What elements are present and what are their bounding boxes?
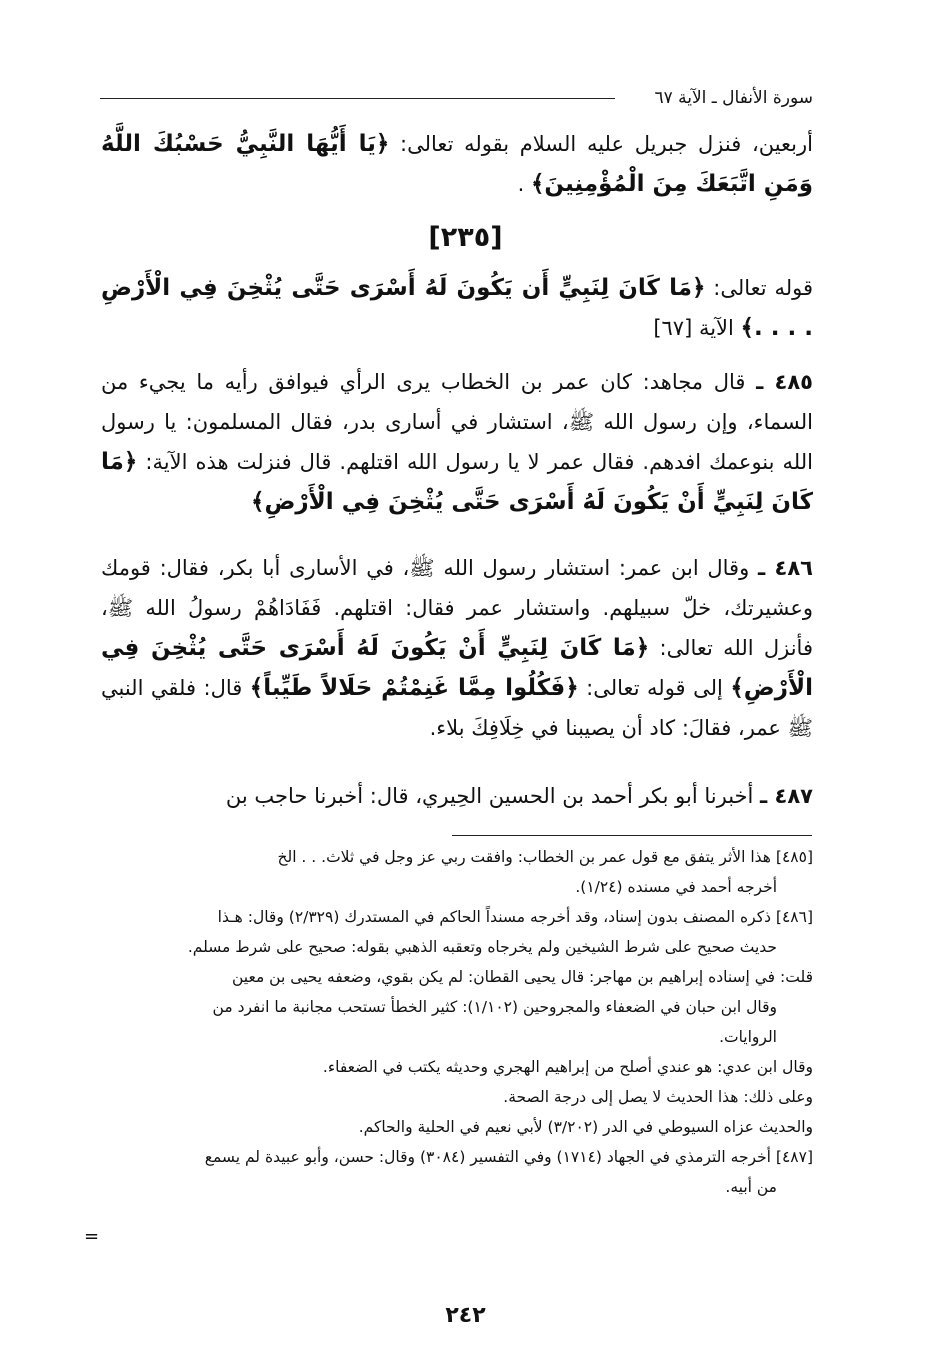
footnote-line: الروايات. (719, 1028, 777, 1046)
footnote-line: حديث صحيح على شرط الشيخين ولم يخرجاه وتعقبه الذهبي بقوله: صحيح على شرط مسلم. (187, 938, 777, 956)
hadith-text: وقال ابن عمر: استشار رسول الله ﷺ، في الأسارى أبا بكر، فقال: قومك وعشيرتك، خلّ سبيلهم. واستشار عمر فقال: اقتلهم. فَفَادَاهُمْ رسولُ الله ﷺ، فأنزل الله تعالى: (101, 556, 813, 660)
hadith-text: أخبرنا أبو بكر أحمد بن الحسين الحِيري، قال: أخبرنا حاجب بن (225, 784, 761, 808)
footnote-line: وقال ابن حبان في الضعفاء والمجروحين (١/١٠٢): كثير الخطأ تستحب مجانبة ما انفرد من (212, 998, 777, 1016)
verse-intro-paragraph (101, 268, 813, 348)
footnote-line: [٤٨٧] أخرجه الترمذي في الجهاد (١٧١٤) وفي التفسير (٣٠٨٤) وقال: حسن، وأبو عبيدة لم يسمع (204, 1148, 813, 1166)
footnote-line: وعلى ذلك: هذا الحديث لا يصل إلى درجة الصحة. (503, 1088, 813, 1106)
hadith-text-mid: إلى قوله تعالى: (578, 676, 731, 700)
footnote-line: من أبيه. (725, 1178, 777, 1196)
footnote-line: والحديث عزاه السيوطي في الدر (٣/٢٠٢) لأبي نعيم في الحلية والحاكم. (358, 1118, 813, 1136)
verse-ref: الآية [٦٧] (653, 316, 741, 340)
intro-end: . (517, 172, 531, 196)
footnote-line: [٤٨٦] ذكره المصنف بدون إسناد، وقد أخرجه مسنداً الحاكم في المستدرك (٢/٣٢٩) وقال: هـذا (217, 908, 813, 926)
footnote-line: أخرجه أحمد في مسنده (١/٢٤). (575, 878, 777, 896)
footnote-rule (452, 835, 812, 836)
page-number: ٢٤٢ (445, 1303, 486, 1328)
header-rule (100, 98, 615, 99)
footnote-line: قلت: في إسناده إبراهيم بن مهاجر: قال يحيى القطان: لم يكن بقوي، وضعفه يحيى بن معين (231, 968, 813, 986)
quran-verse: ﴿مَا كَانَ لِنَبِيٍّ أَن يَكُونَ لَهُ أَسْرَى حَتَّى يُثْخِنَ فِي الْأَرْضِ . . . .﴾ (101, 275, 813, 341)
quran-verse: ﴿مَا كَانَ لِنَبِيٍّ أَنْ يَكُونَ لَهُ أَسْرَى حَتَّى يُثْخِنَ فِي الْأَرْضِ﴾ (101, 635, 813, 701)
footnote-line: وقال ابن عدي: هو عندي أصلح من إبراهيم الهجري وحديثه يكتب في الضعفاء. (322, 1058, 813, 1076)
verse-intro-text: قوله تعالى: (705, 276, 813, 300)
footnote-line: [٤٨٥] هذا الأثر يتفق مع قول عمر بن الخطاب: وافقت ربي عز وجل في ثلاث. . . الخ (277, 848, 813, 866)
hadith-text-end: قال: فلقي النبي ﷺ عمر، فقالَ: كاد أن يصيبنا في خِلَافِكَ بلاء. (101, 676, 813, 740)
intro-text: أربعين، فنزل جبريل عليه السلام بقوله تعالى: (389, 132, 813, 156)
hadith-number: ٤٨٧ ـ (760, 784, 813, 808)
hadith-number: ٤٨٥ ـ (756, 370, 813, 394)
quran-verse: ﴿مَا كَانَ لِنَبِيٍّ أَنْ يَكُونَ لَهُ أَسْرَى حَتَّى يُثْخِنَ فِي الْأَرْضِ﴾ (101, 449, 813, 515)
continuation-mark: = (84, 1226, 100, 1247)
running-title: سورة الأنفال ـ الآية ٦٧ (654, 88, 813, 108)
quran-verse: ﴿يَا أَيُّهَا النَّبِيُّ حَسْبُكَ اللَّهُ وَمَنِ اتَّبَعَكَ مِنَ الْمُؤْمِنِينَ﴾ (101, 131, 813, 197)
hadith-487 (101, 776, 813, 816)
hadith-486 (101, 548, 813, 748)
hadith-number: ٤٨٦ ـ (757, 556, 813, 580)
hadith-text: قال مجاهد: كان عمر بن الخطاب يرى الرأي فيوافق رأيه ما يجيء من السماء، وإن رسول الله ﷺ، استشار في أسارى بدر، فقال المسلمون: يا رسول الله بنوعمك افدهم. فقال عمر لا يا رسول الله اقتلهم. قال فنزلت هذه الآية: (101, 370, 813, 474)
footnotes (101, 842, 813, 1202)
intro-paragraph (101, 124, 813, 204)
hadith-485 (101, 362, 813, 522)
quran-verse: ﴿فَكُلُوا مِمَّا غَنِمْتُمْ حَلَالاً طَيِّباً﴾ (249, 675, 579, 701)
section-number: [٢٣٥] (428, 222, 503, 253)
